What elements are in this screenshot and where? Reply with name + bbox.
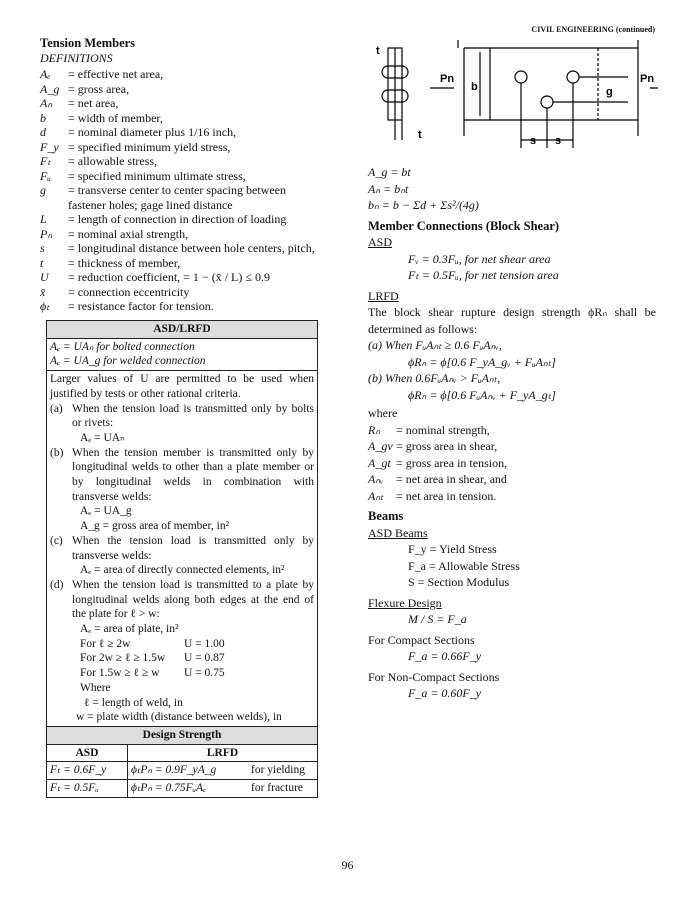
pn-left-label: Pn xyxy=(440,73,455,85)
asd-lrfd-table xyxy=(46,320,318,798)
definition-item xyxy=(368,455,656,472)
definition-item xyxy=(40,285,320,300)
definition-item xyxy=(368,438,656,455)
definition-text: = gross area, xyxy=(68,81,130,96)
lrfd-cell xyxy=(128,780,318,798)
definition-text: = transverse center to center spacing between fastener holes; gage lined distance xyxy=(68,183,286,212)
definitions-section xyxy=(40,36,320,314)
lrfd-eq: ϕₜPₙ = 0.9F_yA_g xyxy=(131,764,217,777)
where-length: ℓ = length of weld, in xyxy=(84,696,183,709)
definition-item xyxy=(40,82,320,97)
definition-item xyxy=(40,154,320,169)
definition-symbol: U xyxy=(40,270,49,284)
definition-symbol: Aₙₜ xyxy=(368,488,384,503)
u-condition: For ℓ ≥ 2w xyxy=(80,637,131,650)
s-label: s xyxy=(530,135,537,147)
definition-symbol: Aₙᵥ xyxy=(368,472,384,486)
where-label: where xyxy=(368,406,398,420)
definition-symbol: F_y xyxy=(40,139,59,154)
table-header: ASD/LRFD xyxy=(47,321,318,339)
beam-def: S = Section Modulus xyxy=(408,575,510,589)
definitions-heading: DEFINITIONS xyxy=(40,50,113,65)
definition-item xyxy=(40,96,320,111)
definition-text: = length of connection in direction of loading xyxy=(68,212,287,226)
case-line: Aₑ = UAₙ xyxy=(80,431,125,444)
case-item xyxy=(50,578,314,637)
definition-symbol: t xyxy=(40,255,44,270)
definition-symbol: L xyxy=(40,212,47,226)
definition-text: = longitudinal distance between hole centers, pitch, xyxy=(68,241,315,255)
lrfd-heading: LRFD xyxy=(368,288,399,303)
compact-label: For Compact Sections xyxy=(368,632,475,647)
note: for yielding xyxy=(251,764,305,777)
definition-text: = gross area in shear, xyxy=(396,439,498,453)
definition-symbol: b xyxy=(40,110,46,125)
asd-cell: Fₜ = 0.6F_y xyxy=(47,762,128,780)
definition-item xyxy=(40,227,320,242)
right-column xyxy=(368,164,656,702)
beam-def: F_a = Allowable Stress xyxy=(408,558,520,573)
table-row xyxy=(47,780,318,798)
case-line: Aₑ = area of directly connected elements, in² xyxy=(80,564,285,577)
eq-an: Aₙ = bₙt xyxy=(368,181,409,196)
beams-title: Beams xyxy=(368,509,404,523)
case-item xyxy=(50,534,314,578)
note: for fracture xyxy=(251,782,304,795)
asd-heading: ASD xyxy=(368,235,393,249)
case-number: (d) xyxy=(50,578,64,591)
design-strength-header: Design Strength xyxy=(47,726,318,744)
noncompact-label: For Non-Compact Sections xyxy=(368,669,500,684)
definition-symbol: g xyxy=(40,183,46,197)
intro-text: Larger values of U are permitted to be used when justified by tests or other rational criteria. xyxy=(50,373,314,400)
definition-symbol: Aₑ xyxy=(40,67,51,81)
definition-item xyxy=(40,256,320,271)
section-title: Tension Members xyxy=(40,36,136,50)
definition-text: = width of member, xyxy=(68,110,163,125)
case-line: Aₑ = area of plate, in² xyxy=(80,623,179,636)
definition-item xyxy=(40,169,320,184)
definition-text: = nominal strength, xyxy=(396,422,490,437)
definition-symbol: Pₙ xyxy=(40,226,53,241)
definition-item xyxy=(40,67,320,82)
u-value: U = 1.00 xyxy=(184,637,225,650)
lrfd-eq: ϕₜPₙ = 0.75FᵤAₑ xyxy=(131,782,207,795)
definition-symbol: Fᵤ xyxy=(40,168,51,183)
definition-symbol: ϕₜ xyxy=(40,299,50,313)
definition-text: = nominal diameter plus 1/16 inch, xyxy=(68,125,237,139)
definition-text: = allowable stress, xyxy=(68,154,158,168)
u-value: U = 0.75 xyxy=(184,667,225,680)
definition-text: = connection eccentricity xyxy=(68,284,190,299)
definition-text: = reduction coefficient, = 1 − (x̄ / L) ≤ 0.9 xyxy=(68,270,270,284)
asd-beams-heading: ASD Beams xyxy=(368,525,428,540)
noncompact-eq: F_a = 0.60F_y xyxy=(408,686,482,700)
where-width: w = plate width (distance between welds), in xyxy=(76,711,282,724)
u-condition: For 2w ≥ ℓ ≥ 1.5w xyxy=(80,652,166,665)
t-label: t xyxy=(418,129,422,141)
case-item xyxy=(50,402,314,446)
ae-cell xyxy=(47,338,318,370)
case-b-eq: ϕRₙ = ϕ[0.6 FᵤAₙᵥ + F_yA_gₜ] xyxy=(408,387,556,402)
table-row xyxy=(47,762,318,780)
case-text: When the tension load is transmitted only by bolts or rivets: xyxy=(72,402,314,430)
criteria-cell xyxy=(47,371,318,727)
eq-bn: bₙ = b − Σd + Σs²/(4g) xyxy=(368,198,479,212)
g-label: g xyxy=(606,86,613,98)
definition-item xyxy=(40,212,320,227)
definition-symbol: d xyxy=(40,125,46,139)
case-text: When the tension load is transmitted only by transverse welds: xyxy=(72,534,314,562)
definition-symbol: A_g xyxy=(40,81,60,96)
definition-symbol: A_gt xyxy=(368,455,391,470)
col-lrfd: LRFD xyxy=(128,744,318,762)
definition-item xyxy=(40,140,320,155)
definition-symbol: x̄ xyxy=(40,284,46,299)
beam-def: F_y = Yield Stress xyxy=(408,542,497,556)
compact-eq: F_a = 0.66F_y xyxy=(408,649,482,663)
definition-text: = net area in tension. xyxy=(396,488,497,503)
definition-text: = thickness of member, xyxy=(68,255,181,270)
definition-item xyxy=(368,488,656,505)
definition-item xyxy=(40,241,320,256)
running-header: CIVIL ENGINEERING (continued) xyxy=(531,25,655,34)
definition-item xyxy=(40,111,320,126)
case-text: When the tension load is transmitted to a plate by longitudinal welds along both edges at the end of the plate for ℓ > w: xyxy=(72,578,314,621)
definition-text: = nominal axial strength, xyxy=(68,226,189,241)
definition-text: = net area in shear, and xyxy=(396,472,507,486)
definition-symbol: A_gv xyxy=(368,439,393,453)
flexure-heading: Flexure Design xyxy=(368,595,442,610)
definition-item xyxy=(40,299,320,314)
case-item xyxy=(50,446,314,534)
ae-welded: Aₑ = UA_g for welded connection xyxy=(50,355,206,368)
definition-item xyxy=(368,471,656,488)
col-asd: ASD xyxy=(47,744,128,762)
definition-text: = gross area in tension, xyxy=(396,455,508,470)
u-value-row xyxy=(80,651,314,666)
case-number: (b) xyxy=(50,446,64,459)
case-line: Aₑ = UA_g xyxy=(80,505,132,518)
definition-symbol: Aₙ xyxy=(40,96,53,110)
case-b: (b) When 0.6FᵤAₙᵥ > FᵤAₙₜ, xyxy=(368,371,501,385)
definition-text: = net area, xyxy=(68,96,119,110)
case-text: When the tension member is transmitted only by longitudinal welds to other than a plate member or by longitudinal welds in combination with transverse welds: xyxy=(72,446,314,503)
bolted-plate-figure xyxy=(368,40,658,160)
definition-symbol: s xyxy=(40,241,45,255)
definition-symbol: Fₜ xyxy=(40,154,51,168)
definition-text: = effective net area, xyxy=(68,67,164,81)
case-a-eq: ϕRₙ = ϕ[0.6 F_yA_gᵥ + FᵤAₙₜ] xyxy=(408,354,556,369)
eq-ag: A_g = bt xyxy=(368,165,411,179)
u-value-row xyxy=(80,666,314,681)
ae-bolted: Aₑ = UAₙ for bolted connection xyxy=(50,340,195,353)
case-a: (a) When FᵤAₙₜ ≥ 0.6 FᵤAₙᵥ, xyxy=(368,338,502,352)
case-number: (c) xyxy=(50,534,63,547)
u-value: U = 0.87 xyxy=(184,652,225,665)
definition-symbol: Rₙ xyxy=(368,422,381,437)
definition-text: = resistance factor for tension. xyxy=(68,299,214,313)
flexure-eq: M / S = F_a xyxy=(408,612,467,626)
case-line: A_g = gross area of member, in² xyxy=(80,520,230,533)
lrfd-text: The block shear rupture design strength ϕRₙ shall be determined as follows: xyxy=(368,305,656,336)
definition-item xyxy=(40,125,320,140)
page-number: 96 xyxy=(341,858,354,872)
eq-fv: Fᵥ = 0.3Fᵤ, for net shear area xyxy=(408,251,551,266)
t-label: t xyxy=(376,45,380,57)
pn-right-label: Pn xyxy=(640,73,655,85)
b-label: b xyxy=(471,81,478,93)
u-value-row xyxy=(80,637,314,652)
block-shear-title: Member Connections (Block Shear) xyxy=(368,218,560,233)
definition-item xyxy=(368,422,656,439)
definition-text: = specified minimum yield stress, xyxy=(68,139,231,154)
eq-ft: Fₜ = 0.5Fᵤ, for net tension area xyxy=(408,268,559,282)
s-label: s xyxy=(555,135,562,147)
definition-text: = specified minimum ultimate stress, xyxy=(68,168,246,183)
definition-item xyxy=(40,270,320,285)
u-condition: For 1.5w ≥ ℓ ≥ w xyxy=(80,667,160,680)
where-label: Where xyxy=(80,681,111,694)
definition-item xyxy=(40,183,320,212)
case-number: (a) xyxy=(50,402,63,415)
asd-cell: Fₜ = 0.5Fᵤ xyxy=(47,780,128,798)
lrfd-cell xyxy=(128,762,318,780)
